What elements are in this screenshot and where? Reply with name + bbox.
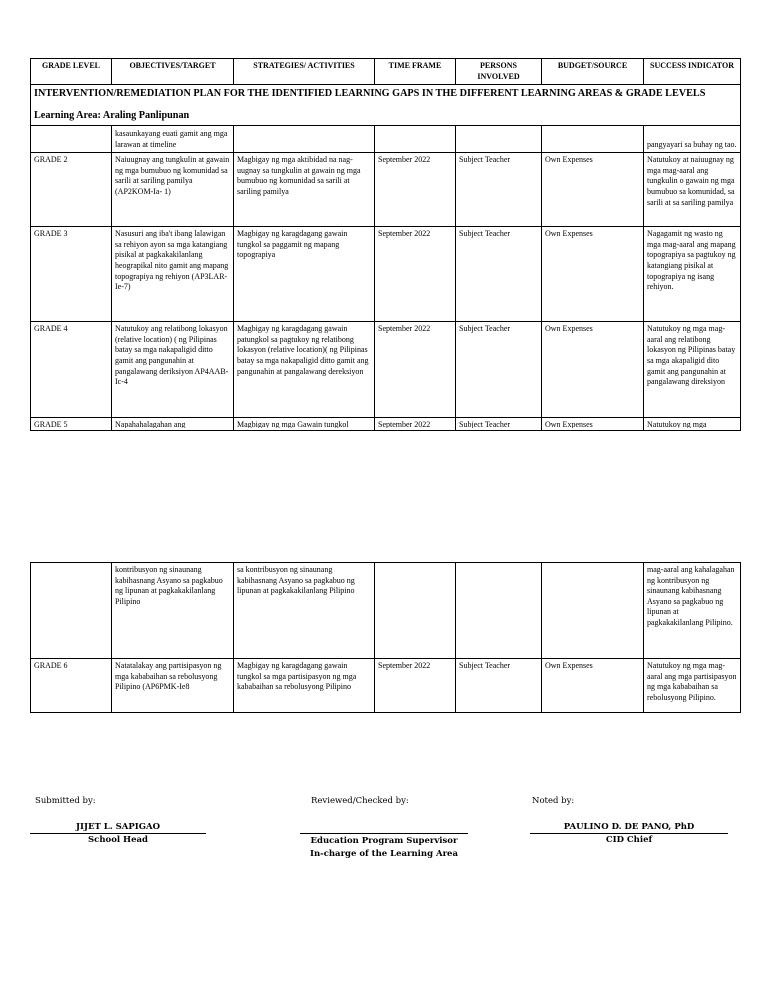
cell-persons: Subject Teacher [456, 322, 542, 418]
header-budget-source: BUDGET/SOURCE [542, 59, 644, 85]
header-grade-level: GRADE LEVEL [31, 59, 112, 85]
header-persons-involved: PERSONS INVOLVED [456, 59, 542, 85]
cell-objective: Naiuugnay ang tungkulin at gawain ng mga bumubuo ng komunidad sa sarili at sariling pamilya (AP2KOM-Ia- 1) [112, 153, 234, 227]
cell-persons: Subject Teacher [456, 659, 542, 713]
cell-text: Own Expenses [545, 420, 593, 429]
reviewed-by-label: Reviewed/Checked by: [311, 796, 409, 806]
cell-grade: GRADE 4 [31, 322, 112, 418]
cell-grade: GRADE 3 [31, 227, 112, 322]
cell-budget: Own Expenses [542, 153, 644, 227]
cell-indicator: Natutukoy at naiuugnay ng mga mag-aaral ang tungkulin o gawain ng mga bumubuo sa komunidad, sa sarili at sa sariling pamilya [644, 153, 741, 227]
cell-time: September 2022 [375, 227, 456, 322]
plan-title: INTERVENTION/REMEDIATION PLAN FOR THE IDENTIFIED LEARNING GAPS IN THE DIFFERENT LEARNING AREAS & GRADE LEVELS [34, 88, 706, 100]
cell-text: September 2022 [378, 420, 431, 429]
noted-by-name: PAULINO D. DE PANO, PhD [530, 822, 728, 834]
reviewed-by-position-2: In-charge of the Learning Area [310, 849, 458, 859]
submitted-by-label: Submitted by: [35, 796, 96, 806]
cell-objective: Natatalakay ang partisipasyon ng mga kababaihan sa rebolusyong Pilipino (AP6PMK-Ie8 [112, 659, 234, 713]
cell-strategy: Magbigay ng karagdagang gawain tungkol sa paggamit ng mapang topograpiya [234, 227, 375, 322]
noted-by-position: CID Chief [605, 835, 653, 845]
header-strategies: STRATEGIES/ ACTIVITIES [234, 59, 375, 85]
cell-text: Napahahalagahan ang [115, 420, 186, 429]
cell-objective: Natutukoy ang relatibong lokasyon (relative location) ( ng Pilipinas batay sa mga nakapaligid ditto gamit ang pangunahin at pangalawang deriksiyon AP4AAB-Ic-4 [112, 322, 234, 418]
cell-budget: Own Expenses [542, 659, 644, 713]
learning-area: Learning Area: Araling Panlipunan [34, 110, 190, 122]
cell-strategy: Magbigay ng karagdagang gawain tungkol sa mga partisipasyon ng mga kababaihan sa rebolusyong Pilipino [234, 659, 375, 713]
reviewed-by-position: Education Program Supervisor [310, 836, 458, 846]
cell-indicator: Nagagamit ng wasto ng mga mag-aaral ang mapang topograpiya sa pagtukoy ng katangiang pisikal at topograpiya ng isang rehiyon. [644, 227, 741, 322]
noted-by-label: Noted by: [532, 796, 575, 806]
cell-time: September 2022 [375, 659, 456, 713]
cell-time: September 2022 [375, 322, 456, 418]
cell-grade: GRADE 2 [31, 153, 112, 227]
header-objectives: OBJECTIVES/TARGET [112, 59, 234, 85]
cell-text: GRADE 5 [34, 420, 68, 429]
reviewed-by-signature-line [300, 822, 468, 834]
cell-budget: Own Expenses [542, 227, 644, 322]
header-success-indicator: SUCCESS INDICATOR [644, 59, 741, 85]
cell-objective: kontribusyon ng sinaunang kabihasnang Asyano sa pagkabuo ng lipunan at pagkakakilanlang Pilipino [112, 563, 234, 659]
cell-text: Natutukoy ng mga [647, 420, 707, 429]
cut-objective-text: kasaunkayang euati gamit ang mga larawan at timeline [115, 129, 228, 149]
cut-indicator-text: pangyayari sa buhay ng tao. [647, 139, 737, 149]
cell-persons: Subject Teacher [456, 153, 542, 227]
cell-indicator: Natutukoy ng mga mag-aaral ang relatibong lokasyon ng Pilipinas batay sa mga akapaligid dito gamit ang pangunahin at pangalawang direksiyon [644, 322, 741, 418]
cell-text: Subject Teacher [459, 420, 511, 429]
submitted-by-name: JIJET L. SAPIGAO [30, 822, 206, 834]
submitted-by-position: School Head [88, 835, 148, 845]
cell-budget: Own Expenses [542, 322, 644, 418]
cell-strategy: Magbigay ng mga aktibidad na nag-uugnay sa tungkulin at gawain ng mga bumubuo ng komunidad sa sarili at sariling pamilya [234, 153, 375, 227]
cell-persons: Subject Teacher [456, 227, 542, 322]
header-time-frame: TIME FRAME [375, 59, 456, 85]
cell-indicator: mag-aaral ang kahalagahan ng kontribusyon ng sinaunang kabihasnang Asyano sa pagkabuo ng lipunan at pagkakakilanlang Pilipino. [644, 563, 741, 659]
cell-text: Magbigay ng mga Gawain tungkol [237, 420, 349, 429]
cell-indicator: Natutukoy ng mga mag-aaral ang mga partisipasyon ng mga kababaihan sa rebolusyong Pilipino. [644, 659, 741, 713]
cell-strategy: sa kontribusyon ng sinaunang kabihasnang Asyano sa pagkabuo ng lipunan at pagkakakilanlang Pilipino [234, 563, 375, 659]
cell-objective: Nasusuri ang iba't ibang lalawigan sa rehiyon ayon sa mga katangiang pisikal at pagkakakilanlang heograpikal nito gamit ang mapang topograpiya ng rehiyon (AP3LAR- Ie-7) [112, 227, 234, 322]
cell-strategy: Magbigay ng karagdagang gawain patungkol sa pagtukoy ng relatibong lokasyon (relative location)( ng Pilipinas batay sa mga nakapaligid ditto gamit ang pangunahin at pangalawang dereksiyon [234, 322, 375, 418]
cell-time: September 2022 [375, 153, 456, 227]
cell-grade: GRADE 6 [31, 659, 112, 713]
